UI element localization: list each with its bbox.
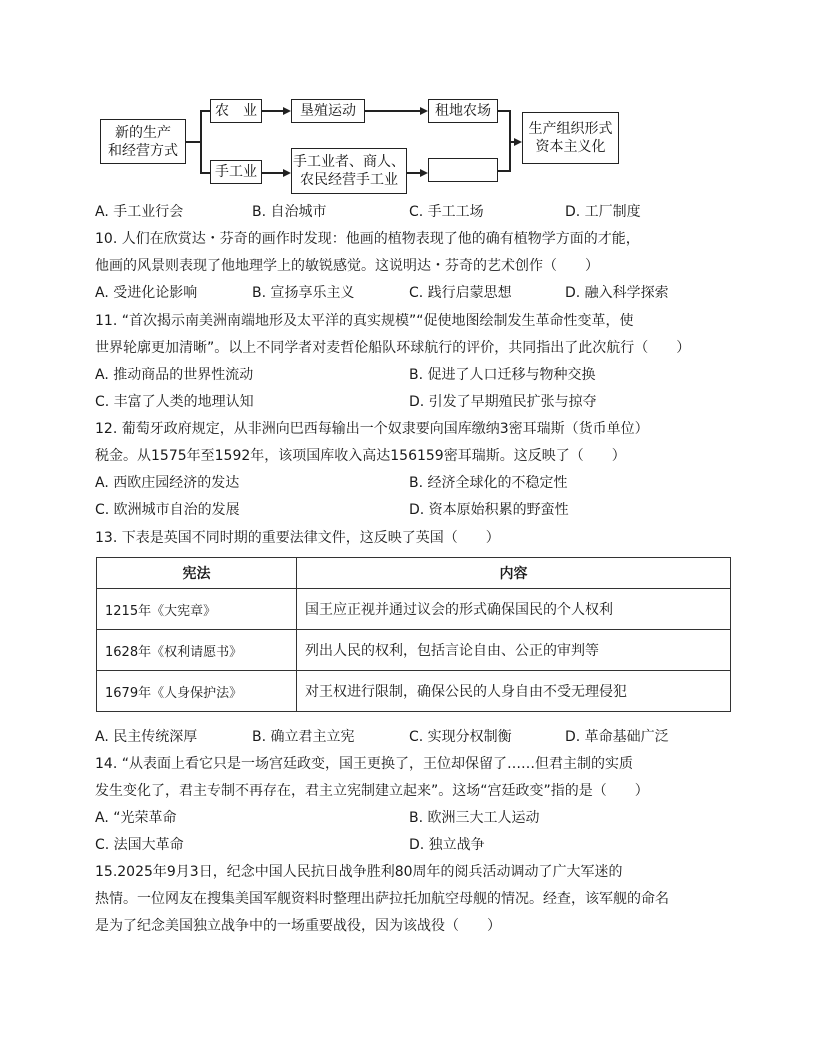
diagram-arrowhead: [283, 107, 291, 115]
q12-stem-line: 税金。从1575年至1592年，该项国库收入高达156159密耳瑞斯。这反映了（ ）: [95, 448, 626, 464]
table-row: [97, 671, 731, 712]
diagram-arrow-line: [407, 172, 421, 174]
q11-option-c: C. 丰富了人类的地理认知: [95, 394, 254, 410]
q14-option-a: A. “光荣革命: [95, 810, 177, 826]
q13-option-c: C. 实现分权制衡: [409, 729, 512, 745]
diagram-top-right: [428, 99, 498, 123]
q12-stem-line: 12. 葡萄牙政府规定，从非洲向巴西每输出一个奴隶要向国库缴纳3密耳瑞斯（货币单位）: [95, 421, 649, 437]
q10-stem-line: 10. 人们在欣赏达・芬奇的画作时发现：他画的植物表现了他的确有植物学方面的才能，: [95, 231, 640, 247]
table-cell: 1215年《大宪章》: [97, 589, 297, 630]
q12-option-c: C. 欧洲城市自治的发展: [95, 502, 240, 518]
q10-option-b: B. 宣扬享乐主义: [252, 285, 355, 301]
table-cell: 列出人民的权利，包括言论自由、公正的审判等: [297, 630, 731, 671]
diagram-top-mid: [291, 99, 365, 123]
diagram-connector: [186, 141, 201, 143]
table-row: [97, 589, 731, 630]
q14-option-d: D. 独立战争: [409, 837, 485, 853]
diagram-branch-bottom-label: 手工业: [215, 164, 257, 180]
q14-option-b: B. 欧洲三大工人运动: [409, 810, 540, 826]
table-header-cell: 内容: [297, 558, 731, 589]
diagram-connector: [200, 110, 210, 112]
q11-stem-line: 世界轮廓更加清晰”。以上不同学者对麦哲伦船队环球航行的评价，共同指出了此次航行（ ）: [95, 340, 691, 356]
q10-option-c: C. 践行启蒙思想: [409, 285, 512, 301]
diagram-branch-top: [210, 99, 262, 123]
diagram-connector: [200, 172, 210, 174]
diagram-connector: [200, 110, 202, 173]
diagram-end-line1: 生产组织形式: [528, 121, 613, 137]
q13-option-a: A. 民主传统深厚: [95, 729, 198, 745]
table-cell: 1679年《人身保护法》: [97, 671, 297, 712]
q14-stem-line: 14. “从表面上看它只是一场宫廷政变，国王更换了，王位却保留了……但君主制的实质: [95, 756, 633, 772]
diagram-start-box: [100, 119, 186, 164]
q12-option-b: B. 经济全球化的不稳定性: [409, 475, 568, 491]
diagram-bottom-mid: [291, 148, 407, 194]
q14-stem-line: 发生变化了，君主专制不再存在，君主立宪制建立起来”。这场“宫廷政变”指的是（ ）: [95, 783, 649, 799]
table-row: [97, 630, 731, 671]
diagram-arrowhead: [420, 169, 428, 177]
q9-option-a: A. 手工业行会: [95, 204, 184, 220]
diagram-bottom-mid-line2: 农民经营手工业: [300, 172, 398, 188]
diagram-start-line1: 新的生产: [115, 124, 171, 141]
q10-option-d: D. 融入科学探索: [565, 285, 669, 301]
diagram-arrow-line: [262, 172, 284, 174]
table-cell: 1628年《权利请愿书》: [97, 630, 297, 671]
q13-option-b: B. 确立君主立宪: [252, 729, 355, 745]
q13-stem-line: 13. 下表是英国不同时期的重要法律文件，这反映了英国（ ）: [95, 530, 500, 546]
law-table: [96, 557, 731, 712]
diagram-end-line2: 资本主义化: [535, 139, 606, 155]
q15-stem-line: 是为了纪念美国独立战争中的一场重要战役，因为该战役（ ）: [95, 918, 501, 934]
q10-option-a: A. 受进化论影响: [95, 285, 198, 301]
q15-stem-line: 15.2025年9月3日，纪念中国人民抗日战争胜利80周年的阅兵活动调动了广大军迷的: [95, 864, 623, 880]
q11-option-b: B. 促进了人口迁移与物种交换: [409, 367, 596, 383]
table-cell: 对王权进行限制，确保公民的人身自由不受无理侵犯: [297, 671, 731, 712]
q15-stem-line: 热情。一位网友在搜集美国军舰资料时整理出萨拉托加航空母舰的情况。经查，该军舰的命名: [95, 891, 669, 907]
q13-option-d: D. 革命基础广泛: [565, 729, 669, 745]
diagram-arrow-line: [365, 110, 421, 112]
diagram-arrowhead: [283, 169, 291, 177]
diagram-top-mid-label: 垦殖运动: [300, 103, 356, 119]
diagram-top-right-label: 租地农场: [435, 103, 491, 119]
q11-stem-line: 11. “首次揭示南美洲南端地形及太平洋的真实规模”“促使地图绘制发生革命性变革，使: [95, 313, 634, 329]
q12-option-d: D. 资本原始积累的野蛮性: [409, 502, 569, 518]
diagram-arrow-line: [262, 110, 284, 112]
diagram-branch-top-label: 农 业: [215, 103, 257, 119]
q14-option-c: C. 法国大革命: [95, 837, 184, 853]
table-header-row: [97, 558, 731, 589]
diagram-arrowhead: [514, 138, 522, 146]
diagram-start-line2: 和经营方式: [108, 142, 178, 159]
diagram-bottom-mid-line1: 手工业者、商人、: [293, 154, 405, 170]
q11-option-d: D. 引发了早期殖民扩张与掠夺: [409, 394, 597, 410]
q9-option-c: C. 手工工场: [409, 204, 484, 220]
diagram-end-box: [522, 112, 619, 164]
q9-option-b: B. 自治城市: [252, 204, 327, 220]
diagram-branch-bottom: [210, 160, 262, 184]
diagram-bottom-right-blank: [428, 158, 498, 182]
diagram-arrowhead: [420, 107, 428, 115]
table-header-cell: 宪法: [97, 558, 297, 589]
q9-option-d: D. 工厂制度: [565, 204, 641, 220]
q10-stem-line: 他画的风景则表现了他地理学上的敏锐感觉。这说明达・芬奇的艺术创作（ ）: [95, 258, 599, 274]
table-cell: 国王应正视并通过议会的形式确保国民的个人权利: [297, 589, 731, 630]
q12-option-a: A. 西欧庄园经济的发达: [95, 475, 240, 491]
q11-option-a: A. 推动商品的世界性流动: [95, 367, 254, 383]
